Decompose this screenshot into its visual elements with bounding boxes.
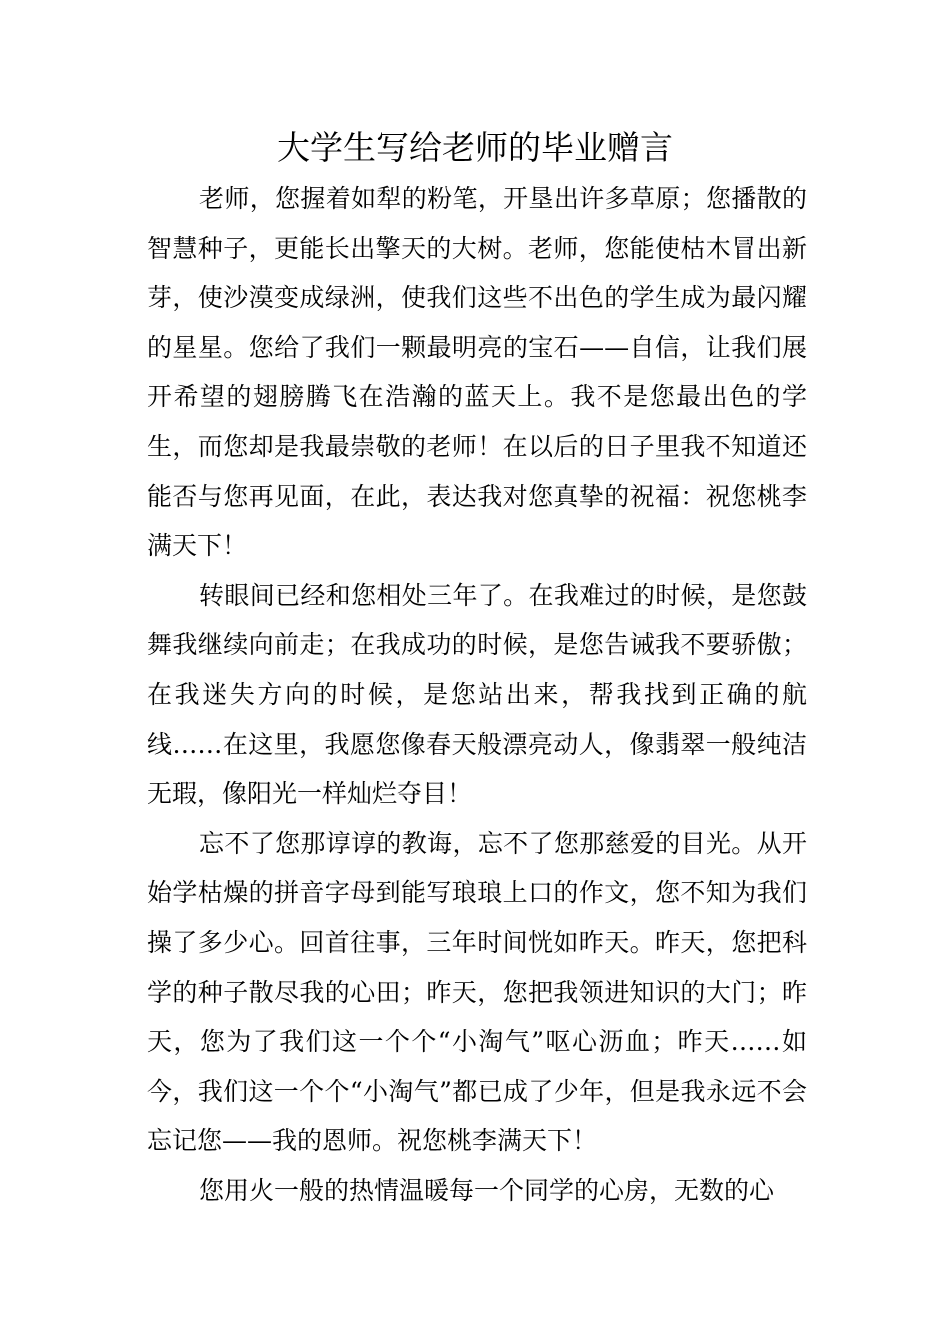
- paragraph-3: 忘不了您那谆谆的教诲，忘不了您那慈爱的目光。从开始学枯燥的拼音字母到能写琅琅上口的作文，您不知为我们操了多少心。回首往事，三年时间恍如昨天。昨天，您把科学的种子散尽我的心田；昨天，您把我领进知识的大门；昨天，您为了我们这一个个“小淘气”呕心沥血；昨天……如今，我们这一个个“小淘气”都已成了少年，但是我永远不会忘记您——我的恩师。祝您桃李满天下！: [147, 828, 807, 1156]
- paragraph-2: 转眼间已经和您相处三年了。在我难过的时候，是您鼓舞我继续向前走；在我成功的时候，是您告诫我不要骄傲；在我迷失方向的时候，是您站出来，帮我找到正确的航线……在这里，我愿您像春天般漂亮动人，像翡翠一般纯洁无瑕，像阳光一样灿烂夺目！: [147, 580, 807, 809]
- document-title: 大学生写给老师的毕业赠言: [277, 128, 673, 167]
- paragraph-4: 您用火一般的热情温暖每一个同学的心房，无数的心: [199, 1175, 775, 1205]
- document-body: [147, 174, 807, 1215]
- paragraph-1: 老师，您握着如犁的粉笔，开垦出许多草原；您播散的智慧种子，更能长出擎天的大树。老师，您能使枯木冒出新芽，使沙漠变成绿洲，使我们这些不出色的学生成为最闪耀的星星。您给了我们一颗最明亮的宝石——自信，让我们展开希望的翅膀腾飞在浩瀚的蓝天上。我不是您最出色的学生，而您却是我最崇敬的老师！在以后的日子里我不知道还能否与您再见面，在此，表达我对您真挚的祝福：祝您桃李满天下！: [147, 184, 807, 561]
